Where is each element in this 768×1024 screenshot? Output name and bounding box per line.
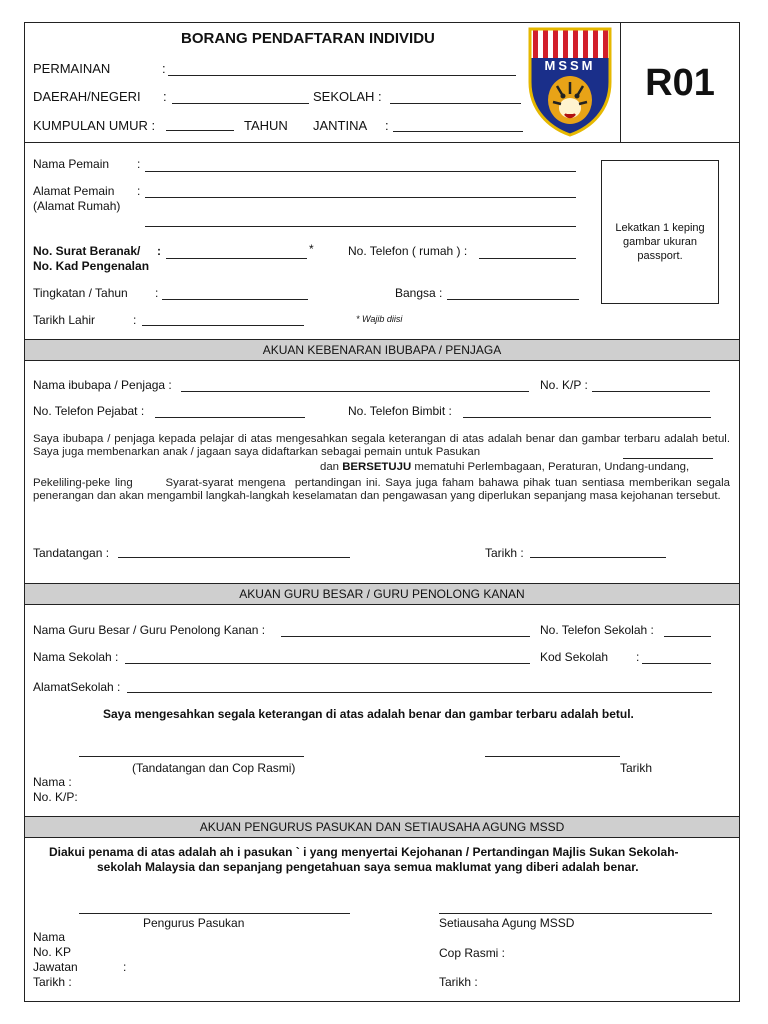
label-alamat-pemain: Alamat Pemain xyxy=(33,184,115,198)
label-pengurus-jawatan: Jawatan xyxy=(33,960,78,974)
field-setiausaha-signature[interactable] xyxy=(439,913,712,914)
section-pengurus-heading: AKUAN PENGURUS PASUKAN DAN SETIAUSAHA AGUNG MSSD xyxy=(25,816,739,838)
label-tingkatan: Tingkatan / Tahun xyxy=(33,286,128,300)
colon-kod-sekolah: : xyxy=(636,650,640,664)
pengurus-line-2: sekolah Malaysia dan sepanjang pengetahuan saya semua maklumat yang diberi adalah benar. xyxy=(97,860,639,874)
label-pengurus-nama: Nama xyxy=(33,930,66,944)
field-alamat-sekolah[interactable] xyxy=(127,692,712,693)
field-jantina[interactable] xyxy=(393,131,523,132)
colon-alamat: : xyxy=(137,184,141,198)
field-guru-tarikh[interactable] xyxy=(485,756,620,757)
label-guru-tarikh: Tarikh xyxy=(620,761,653,775)
field-tarikh-ibubapa[interactable] xyxy=(530,557,666,558)
label-guru-nokp: No. K/P: xyxy=(33,790,78,804)
colon-tingkatan: : xyxy=(155,286,159,300)
wajib-note: * Wajib diisi xyxy=(356,314,403,324)
label-kad-pengenalan: No. Kad Pengenalan xyxy=(33,259,150,273)
field-sekolah[interactable] xyxy=(390,103,521,104)
label-nokp-ibubapa: No. K/P : xyxy=(540,378,588,392)
field-pengurus-signature[interactable] xyxy=(79,913,350,914)
colon-tarikh-lahir: : xyxy=(133,313,137,327)
field-permainan[interactable] xyxy=(168,75,516,76)
label-cop-rasmi-msd: Cop Rasmi : xyxy=(439,946,506,960)
label-nama-sekolah: Nama Sekolah : xyxy=(33,650,119,664)
label-nama-ibubapa: Nama ibubapa / Penjaga : xyxy=(33,378,172,392)
label-guru-nama: Nama : xyxy=(33,775,72,789)
label-alamat-rumah: (Alamat Rumah) xyxy=(33,199,121,213)
colon-nama-pemain: : xyxy=(137,157,141,171)
field-alamat-1[interactable] xyxy=(145,197,576,198)
label-bangsa: Bangsa : xyxy=(395,286,443,300)
field-tingkatan[interactable] xyxy=(162,299,308,300)
colon-jantina: : xyxy=(385,118,389,133)
colon-jawatan: : xyxy=(123,960,127,974)
field-telefon-rumah[interactable] xyxy=(479,258,576,259)
ibubapa-para-1: Saya ibubapa / penjaga kepada pelajar di atas mengesahkan segala keterangan di atas adalah benar dan gambar terbaru adalah betul. Saya juga membenarkan anak / jagaan saya didaftarkan sebagai pemain untuk Pasukan xyxy=(33,433,730,459)
asterisk-mark: * xyxy=(309,242,314,256)
field-tarikh-lahir[interactable] xyxy=(142,325,304,326)
field-guru-signature[interactable] xyxy=(79,756,304,757)
colon-daerah: : xyxy=(163,89,167,104)
label-tarikh-lahir: Tarikh Lahir xyxy=(33,313,96,327)
field-nokp-ibubapa[interactable] xyxy=(592,391,710,392)
field-nama-pemain[interactable] xyxy=(145,171,576,172)
label-pengurus-nokp: No. KP xyxy=(33,945,72,959)
label-tel-sekolah: No. Telefon Sekolah : xyxy=(540,623,654,637)
label-kumpulan-umur: KUMPULAN UMUR : xyxy=(33,118,156,133)
field-tandatangan[interactable] xyxy=(118,557,350,558)
label-nama-pemain: Nama Pemain xyxy=(33,157,110,171)
section-guru-heading: AKUAN GURU BESAR / GURU PENOLONG KANAN xyxy=(25,583,739,605)
field-alamat-2[interactable] xyxy=(145,226,576,227)
label-tahun: TAHUN xyxy=(244,118,288,133)
colon-surat-beranak: : xyxy=(157,244,161,258)
field-kumpulan-umur[interactable] xyxy=(166,130,234,131)
field-surat-beranak[interactable] xyxy=(166,258,307,259)
form-code: R01 xyxy=(645,61,715,104)
field-daerah-negeri[interactable] xyxy=(172,103,309,104)
ibubapa-para-2 xyxy=(320,461,689,473)
photo-note: Lekatkan 1 keping gambar ukuran passport. xyxy=(615,222,705,262)
para2-bersetuju: BERSETUJU xyxy=(342,461,412,473)
colon-permainan: : xyxy=(162,61,166,76)
label-pengurus-tarikh: Tarikh : xyxy=(33,975,72,989)
label-telefon-rumah: No. Telefon ( rumah ) : xyxy=(348,244,468,258)
label-surat-beranak: No. Surat Beranak/ xyxy=(33,244,141,258)
field-tel-pejabat[interactable] xyxy=(155,417,305,418)
label-tarikh-ibubapa: Tarikh : xyxy=(485,546,524,560)
label-setiausaha: Setiausaha Agung MSSD xyxy=(439,916,575,930)
photo-box[interactable] xyxy=(601,160,719,304)
label-sekolah: SEKOLAH : xyxy=(313,89,382,104)
label-cop-rasmi: (Tandatangan dan Cop Rasmi) xyxy=(132,761,296,775)
label-jantina: JANTINA xyxy=(313,118,368,133)
field-kod-sekolah[interactable] xyxy=(642,663,711,664)
para2-rest: mematuhi Perlembagaan, Peraturan, Undang-undang, xyxy=(414,461,690,473)
para2-dan: dan xyxy=(320,461,340,473)
guru-statement: Saya mengesahkan segala keterangan di atas adalah benar dan gambar terbaru adalah betul. xyxy=(103,707,634,721)
label-nama-guru: Nama Guru Besar / Guru Penolong Kanan : xyxy=(33,623,266,637)
label-alamat-sekolah: AlamatSekolah : xyxy=(33,680,121,694)
label-tandatangan: Tandatangan : xyxy=(33,546,110,560)
form-title: BORANG PENDAFTARAN INDIVIDU xyxy=(181,30,435,47)
header-bottom-line xyxy=(24,142,740,143)
ibubapa-para-3: Pekeliling-peke ling Syarat-syarat mengena pertandingan ini. Saya juga faham bahawa pihak tuan sentiasa memberikan segala penerangan dan akan mengambil langkah-langkah keselamatan dan pengawasan yang diperlukan sepanjang masa kejohanan tersebut. xyxy=(33,477,734,503)
label-pengurus-pasukan: Pengurus Pasukan xyxy=(143,916,245,930)
section-ibubapa-heading: AKUAN KEBENARAN IBUBAPA / PENJAGA xyxy=(25,339,739,361)
label-daerah-negeri: DAERAH/NEGERI xyxy=(33,89,141,104)
field-tel-sekolah[interactable] xyxy=(664,636,711,637)
label-setiausaha-tarikh: Tarikh : xyxy=(439,975,478,989)
label-tel-pejabat: No. Telefon Pejabat : xyxy=(33,404,145,418)
logo-text: MSSM xyxy=(544,58,596,73)
field-tel-bimbit[interactable] xyxy=(463,417,711,418)
label-kod-sekolah: Kod Sekolah xyxy=(540,650,609,664)
label-tel-bimbit: No. Telefon Bimbit : xyxy=(348,404,452,418)
field-nama-sekolah[interactable] xyxy=(125,663,530,664)
pengurus-line-1: Diakui penama di atas adalah ah i pasukan ` i yang menyertai Kejohanan / Pertandingan Majlis Sukan Sekolah- xyxy=(49,845,679,859)
label-permainan: PERMAINAN xyxy=(33,61,111,76)
header-divider xyxy=(620,22,621,142)
field-pasukan[interactable] xyxy=(623,458,713,459)
field-bangsa[interactable] xyxy=(447,299,579,300)
field-nama-ibubapa[interactable] xyxy=(181,391,529,392)
mssm-logo xyxy=(527,26,613,138)
field-nama-guru[interactable] xyxy=(281,636,530,637)
